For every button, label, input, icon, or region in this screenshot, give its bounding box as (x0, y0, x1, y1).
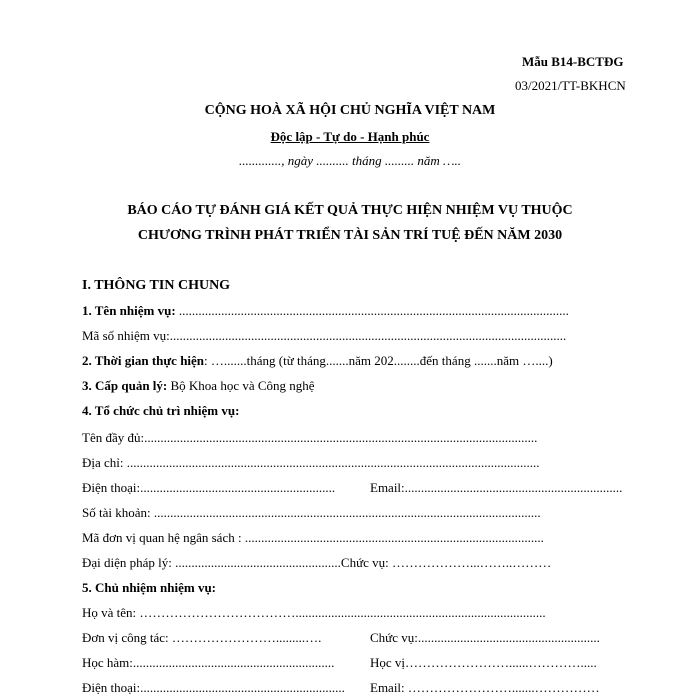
task-code-field: .......................................................................................................................... (169, 328, 567, 343)
form-code: Mẫu B14-BCTĐG (522, 54, 624, 69)
org-address-field: Địa chỉ: ............................................................................................................................... (82, 455, 540, 470)
task-code-label: Mã số nhiệm vụ: (82, 328, 170, 343)
task-name-field: ........................................................................................................................ (175, 303, 569, 318)
motto-wrap (0, 128, 700, 146)
date-line: ............., ngày .......... tháng ......... năm ….. (238, 153, 462, 168)
host-org-heading: 4. Tổ chức chủ trì nhiệm vụ: (82, 403, 240, 418)
task-name-label: 1. Tên nhiệm vụ: (82, 303, 176, 318)
org-full-name-field: Tên đầy đủ:......................................................................................................................... (82, 430, 538, 445)
leader-degree-field: Học vị……………………......…………..... (370, 655, 597, 670)
management-level-row (82, 378, 315, 394)
duration-row (82, 353, 553, 369)
org-account-field: Số tài khoản: ....................................................................................................................... (82, 505, 541, 520)
leader-email-field: Email: …………………….......…………… (370, 680, 600, 695)
leader-phone-field: Điện thoại:............................................................... (82, 680, 345, 695)
org-phone-field: Điện thoại:............................................................ (82, 480, 336, 495)
section-heading: I. THÔNG TIN CHUNG (82, 278, 231, 293)
report-title-line1: BÁO CÁO TỰ ĐÁNH GIÁ KẾT QUẢ THỰC HIỆN NHIỆM VỤ THUỘC (127, 203, 573, 218)
motto: Độc lập - Tự do - Hạnh phúc (270, 129, 430, 144)
duration-field: : ….......tháng (từ tháng.......năm 202........đến tháng .......năm …....) (204, 353, 553, 368)
duration-label: 2. Thời gian thực hiện (82, 353, 205, 368)
leader-position-field: Chức vụ:........................................................ (370, 630, 600, 645)
circular-number: 03/2021/TT-BKHCN (515, 78, 626, 93)
task-name-row (82, 303, 569, 319)
nation-name: CỘNG HOÀ XÃ HỘI CHỦ NGHĨA VIỆT NAM (204, 103, 496, 118)
org-email-field: Email:................................................................... (370, 480, 623, 495)
task-code-row (82, 328, 566, 344)
org-budget-code-field: Mã đơn vị quan hệ ngân sách : ............................................................................................ (82, 530, 544, 545)
leader-name-field: Họ và tên: ………………………………............................................................................. (82, 605, 546, 620)
management-level-value: Bộ Khoa học và Công nghệ (167, 378, 315, 393)
org-legal-rep-field: Đại diện pháp lý: ...................................................Chức vụ: ………………...……..……… (82, 555, 552, 570)
task-leader-heading: 5. Chủ nhiệm nhiệm vụ: (82, 580, 216, 595)
management-level-label: 3. Cấp quản lý: (82, 378, 168, 393)
leader-academic-title-field: Học hàm:.............................................................. (82, 655, 335, 670)
leader-unit-field: Đơn vị công tác: …………………….........…. (82, 630, 322, 645)
report-title-line2: CHƯƠNG TRÌNH PHÁT TRIỂN TÀI SẢN TRÍ TUỆ ĐẾN NĂM 2030 (137, 228, 563, 243)
